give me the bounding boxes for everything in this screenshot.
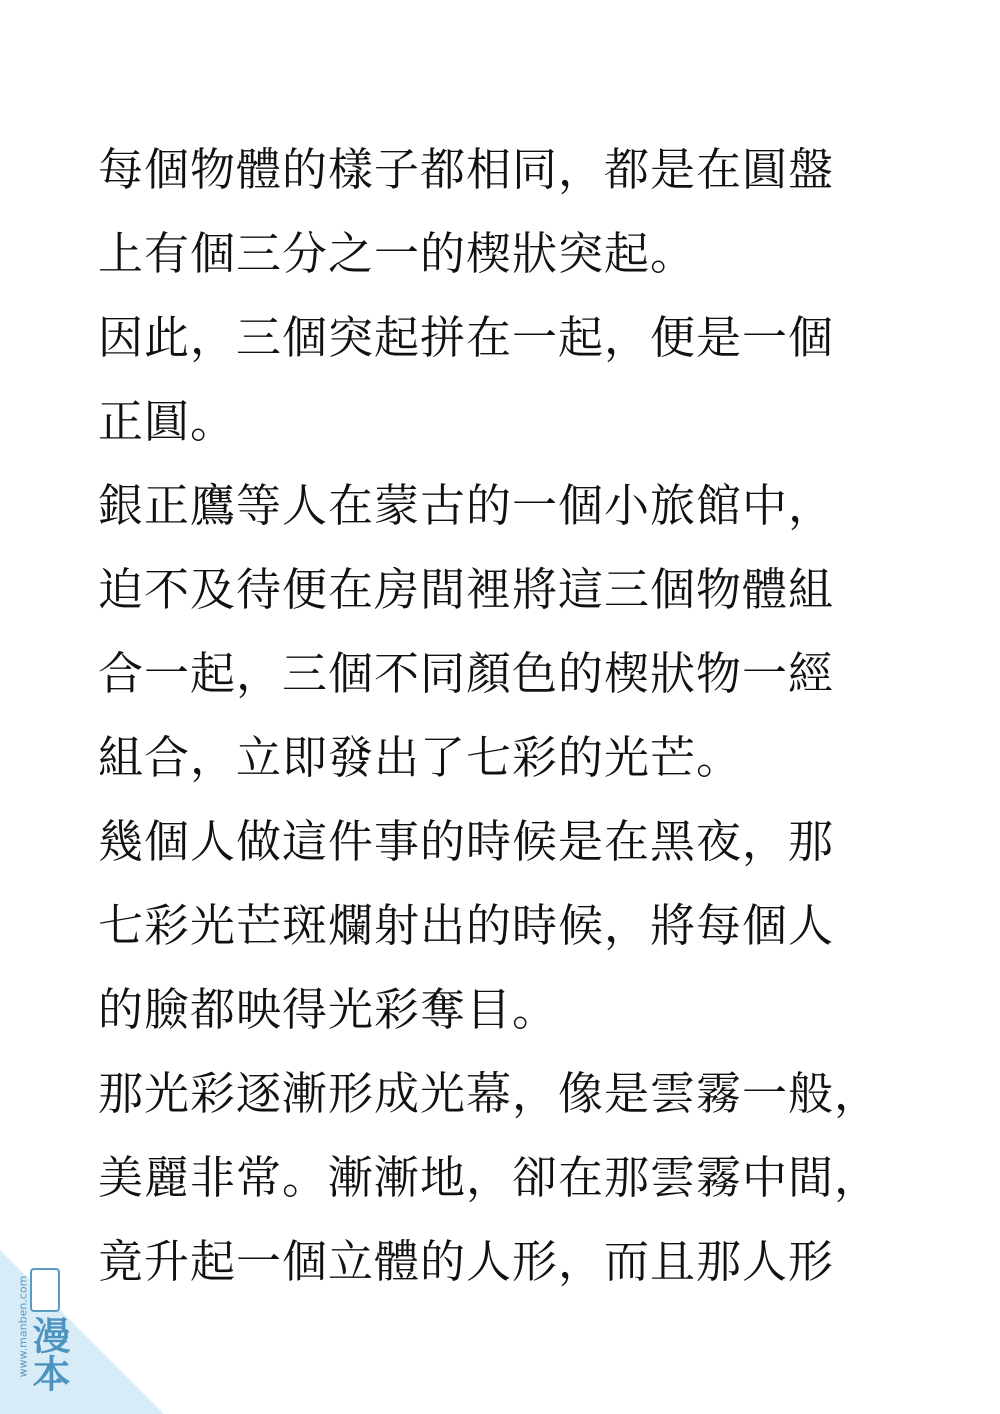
text-line: 正圓。 <box>98 395 237 448</box>
text-line: 每個物體的樣子都相同，都是在圓盤 <box>98 143 835 196</box>
text-line: 上有個三分之一的楔狀突起。 <box>98 227 697 280</box>
text-line: 迫不及待便在房間裡將這三個物體組 <box>98 563 835 616</box>
text-line: 幾個人做這件事的時候是在黑夜，那 <box>98 815 835 868</box>
text-line: 七彩光芒斑爛射出的時候，將每個人 <box>98 899 835 952</box>
watermark <box>0 1250 170 1414</box>
text-line: 組合，立即發出了七彩的光芒。 <box>98 731 743 784</box>
text-line: 因此，三個突起拼在一起，便是一個 <box>98 311 835 364</box>
watermark-badge-icon <box>30 1268 60 1312</box>
watermark-logo: 漫本 <box>26 1316 70 1392</box>
text-line: 合一起，三個不同顏色的楔狀物一經 <box>98 647 835 700</box>
text-line: 的臉都映得光彩奪目。 <box>98 983 559 1036</box>
text-line: 美麗非常。漸漸地，卻在那雲霧中間， <box>98 1151 881 1204</box>
text-line: 銀正鷹等人在蒙古的一個小旅館中， <box>98 479 835 532</box>
watermark-url: www.manben.com <box>16 1275 30 1378</box>
text-line: 那光彩逐漸形成光幕，像是雲霧一般， <box>98 1067 881 1120</box>
text-line: 竟升起一個立體的人形，而且那人形 <box>98 1235 835 1288</box>
text-body <box>98 128 958 1304</box>
